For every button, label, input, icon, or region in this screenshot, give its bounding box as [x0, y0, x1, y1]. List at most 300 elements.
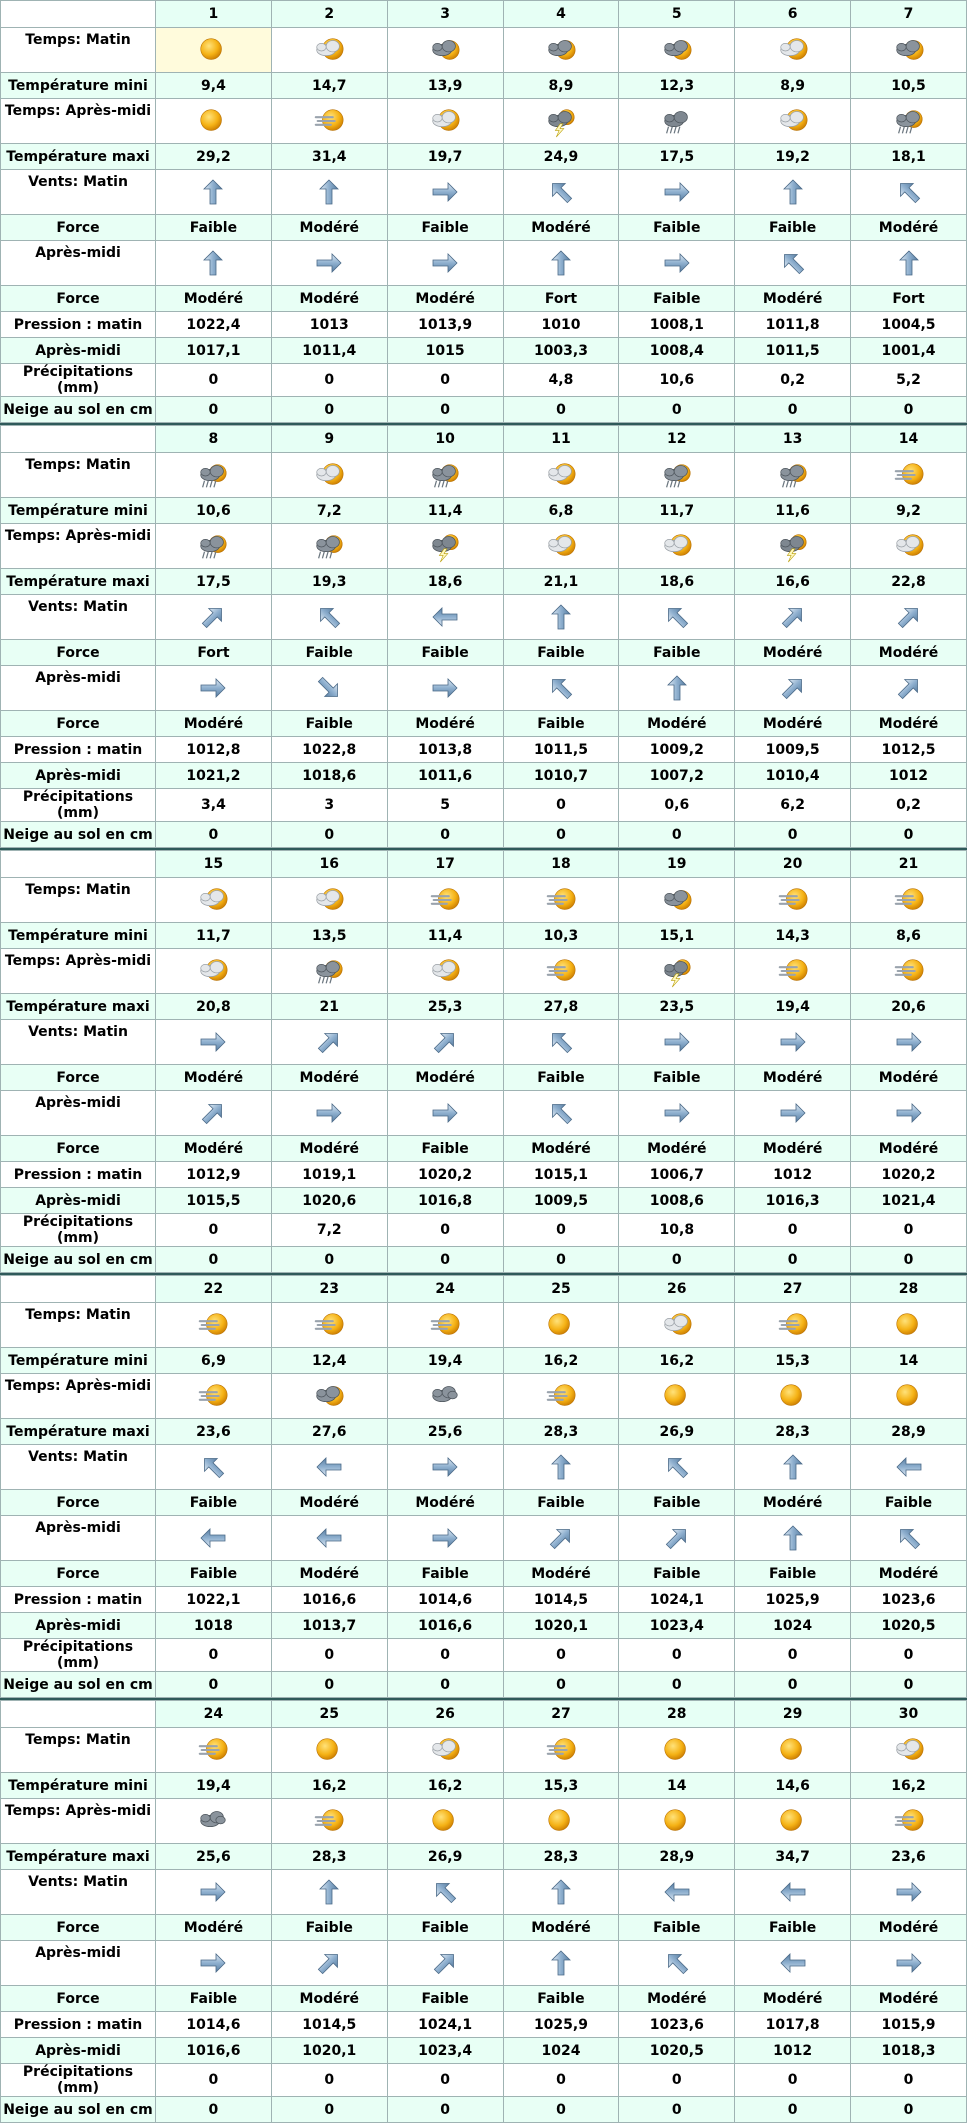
wind-sw-arrow-icon: [387, 1020, 503, 1065]
snow-value: 0: [156, 1247, 272, 1273]
force-value: Faible: [271, 1915, 387, 1941]
day-number: 26: [387, 1701, 503, 1728]
force-value: Faible: [387, 1136, 503, 1162]
wind-w-arrow-icon: [851, 1020, 967, 1065]
snow-value: 0: [503, 1247, 619, 1273]
pressure-value: 1012: [735, 2038, 851, 2064]
sky-dark-cloud-sun-icon: [851, 28, 967, 73]
wind-s-arrow-icon: [503, 241, 619, 286]
snow-row: [1, 2097, 967, 2123]
wind-e-arrow-icon: [156, 1516, 272, 1561]
force-value: Modéré: [271, 1065, 387, 1091]
snow-value: 0: [271, 397, 387, 423]
wind-morning-row: [1, 1870, 967, 1915]
precipitation-value: 0: [271, 364, 387, 397]
wind-se-arrow-icon: [387, 1870, 503, 1915]
label-force-matin: Force: [1, 1490, 156, 1516]
sky-dark-cloud-icon: [387, 1374, 503, 1419]
sky-sun-icon: [503, 1303, 619, 1348]
label-neige: Neige au sol en cm: [1, 397, 156, 423]
label-neige: Neige au sol en cm: [1, 822, 156, 848]
sky-cloud-sun-icon: [851, 1728, 967, 1773]
wind-morning-row: [1, 595, 967, 640]
precipitation-value: 0: [851, 1639, 967, 1672]
temp-max-value: 23,5: [619, 994, 735, 1020]
pressure-value: 1023,6: [851, 1587, 967, 1613]
precipitation-value: 0: [503, 2064, 619, 2097]
pressure-value: 1008,6: [619, 1188, 735, 1214]
pressure-value: 1020,1: [271, 2038, 387, 2064]
pressure-value: 1014,6: [156, 2012, 272, 2038]
wind-e-arrow-icon: [735, 1870, 851, 1915]
pressure-value: 1015,9: [851, 2012, 967, 2038]
pressure-afternoon-row: [1, 338, 967, 364]
sky-cloud-sun-icon: [387, 949, 503, 994]
sky-haze-sun-icon: [271, 1799, 387, 1844]
precipitation-value: 0: [619, 2064, 735, 2097]
sky-sun-icon: [503, 1799, 619, 1844]
snow-value: 0: [735, 2097, 851, 2123]
snow-value: 0: [271, 822, 387, 848]
force-value: Faible: [735, 1561, 851, 1587]
pressure-value: 1016,6: [271, 1587, 387, 1613]
precipitation-row: [1, 1639, 967, 1672]
corner-cell: [1, 426, 156, 453]
temp-min-value: 14,7: [271, 73, 387, 99]
snow-value: 0: [387, 2097, 503, 2123]
force-value: Modéré: [735, 1490, 851, 1516]
wind-e-arrow-icon: [619, 1870, 735, 1915]
pressure-value: 1012,8: [156, 737, 272, 763]
temp-max-value: 25,6: [156, 1844, 272, 1870]
force-value: Faible: [387, 1561, 503, 1587]
label-temperature-mini: Température mini: [1, 73, 156, 99]
label-vents-matin: Vents: Matin: [1, 1870, 156, 1915]
pressure-value: 1011,5: [735, 338, 851, 364]
label-pression-apres-midi: Après-midi: [1, 338, 156, 364]
wind-se-arrow-icon: [851, 170, 967, 215]
sky-sun-icon: [156, 99, 272, 144]
wind-sw-arrow-icon: [735, 595, 851, 640]
wind-s-arrow-icon: [156, 241, 272, 286]
wind-w-arrow-icon: [735, 1091, 851, 1136]
label-force-matin: Force: [1, 640, 156, 666]
force-value: Modéré: [851, 1986, 967, 2012]
label-force-apres-midi: Force: [1, 1986, 156, 2012]
label-force-matin: Force: [1, 215, 156, 241]
wind-se-arrow-icon: [619, 1445, 735, 1490]
label-neige: Neige au sol en cm: [1, 1247, 156, 1273]
wind-sw-arrow-icon: [503, 1516, 619, 1561]
label-pression-apres-midi: Après-midi: [1, 763, 156, 789]
temp-min-value: 8,9: [735, 73, 851, 99]
sky-sun-icon: [271, 1728, 387, 1773]
sky-rain-sun-icon: [735, 453, 851, 498]
temp-max-value: 23,6: [851, 1844, 967, 1870]
wind-se-arrow-icon: [503, 170, 619, 215]
precipitation-value: 0: [503, 789, 619, 822]
day-header-row: [1, 1, 967, 28]
temp-min-row: [1, 498, 967, 524]
temp-min-value: 14,3: [735, 923, 851, 949]
precipitation-row: [1, 364, 967, 397]
force-value: Modéré: [156, 286, 272, 312]
label-temps-matin: Temps: Matin: [1, 28, 156, 73]
temp-min-value: 15,3: [735, 1348, 851, 1374]
label-temps-apres-midi: Temps: Après-midi: [1, 524, 156, 569]
temp-min-value: 6,9: [156, 1348, 272, 1374]
snow-value: 0: [271, 2097, 387, 2123]
day-number: 30: [851, 1701, 967, 1728]
precipitation-value: 0: [851, 1214, 967, 1247]
sky-sun-icon: [387, 1799, 503, 1844]
day-number: 25: [503, 1276, 619, 1303]
pressure-morning-row: [1, 737, 967, 763]
precipitation-value: 0: [387, 1639, 503, 1672]
label-vent-apres-midi: Après-midi: [1, 666, 156, 711]
temp-min-value: 14,6: [735, 1773, 851, 1799]
pressure-value: 1013,8: [387, 737, 503, 763]
pressure-value: 1022,1: [156, 1587, 272, 1613]
force-value: Faible: [271, 711, 387, 737]
sky-cloud-sun-icon: [503, 524, 619, 569]
pressure-value: 1020,5: [851, 1613, 967, 1639]
wind-morning-row: [1, 1020, 967, 1065]
snow-row: [1, 1672, 967, 1698]
wind-afternoon-row: [1, 1091, 967, 1136]
wind-sw-arrow-icon: [156, 1091, 272, 1136]
temp-min-row: [1, 73, 967, 99]
pressure-value: 1009,5: [503, 1188, 619, 1214]
temp-min-value: 9,2: [851, 498, 967, 524]
temp-max-value: 31,4: [271, 144, 387, 170]
force-morning-row: [1, 1915, 967, 1941]
temp-min-value: 8,6: [851, 923, 967, 949]
force-value: Modéré: [156, 1915, 272, 1941]
sky-haze-sun-icon: [735, 949, 851, 994]
wind-sw-arrow-icon: [387, 1941, 503, 1986]
wind-w-arrow-icon: [271, 241, 387, 286]
wind-s-arrow-icon: [735, 170, 851, 215]
label-temps-matin: Temps: Matin: [1, 453, 156, 498]
temp-min-value: 13,5: [271, 923, 387, 949]
sky-rain-sun-icon: [851, 99, 967, 144]
force-value: Faible: [271, 640, 387, 666]
sky-cloud-sun-icon: [503, 453, 619, 498]
force-value: Faible: [503, 1986, 619, 2012]
wind-w-arrow-icon: [156, 1870, 272, 1915]
pressure-value: 1023,4: [619, 1613, 735, 1639]
temp-max-value: 16,6: [735, 569, 851, 595]
temp-min-row: [1, 923, 967, 949]
pressure-value: 1023,6: [619, 2012, 735, 2038]
snow-value: 0: [619, 397, 735, 423]
temp-max-value: 24,9: [503, 144, 619, 170]
pressure-value: 1024,1: [387, 2012, 503, 2038]
sky-dark-cloud-sun-icon: [619, 878, 735, 923]
label-force-apres-midi: Force: [1, 1561, 156, 1587]
sky-haze-sun-icon: [851, 949, 967, 994]
label-pression-matin: Pression : matin: [1, 2012, 156, 2038]
temp-min-value: 11,4: [387, 923, 503, 949]
temp-max-value: 28,9: [851, 1419, 967, 1445]
wind-w-arrow-icon: [387, 170, 503, 215]
sky-rain-sun-icon: [271, 949, 387, 994]
label-force-apres-midi: Force: [1, 286, 156, 312]
precipitation-value: 0: [156, 1639, 272, 1672]
force-value: Fort: [851, 286, 967, 312]
label-temps-apres-midi: Temps: Après-midi: [1, 1374, 156, 1419]
pressure-value: 1016,8: [387, 1188, 503, 1214]
day-header-row: [1, 1276, 967, 1303]
force-value: Faible: [503, 711, 619, 737]
label-temperature-maxi: Température maxi: [1, 1419, 156, 1445]
temp-min-value: 19,4: [387, 1348, 503, 1374]
force-value: Faible: [851, 1490, 967, 1516]
sky-cloud-sun-icon: [271, 453, 387, 498]
force-afternoon-row: [1, 286, 967, 312]
pressure-value: 1008,4: [619, 338, 735, 364]
day-number: 13: [735, 426, 851, 453]
precipitation-value: 0: [156, 1214, 272, 1247]
force-value: Modéré: [619, 711, 735, 737]
wind-morning-row: [1, 1445, 967, 1490]
pressure-value: 1017,8: [735, 2012, 851, 2038]
force-value: Modéré: [271, 286, 387, 312]
temp-min-value: 6,8: [503, 498, 619, 524]
precipitation-row: [1, 1214, 967, 1247]
temp-min-value: 10,6: [156, 498, 272, 524]
snow-value: 0: [271, 1247, 387, 1273]
wind-se-arrow-icon: [851, 1516, 967, 1561]
pressure-morning-row: [1, 1587, 967, 1613]
wind-e-arrow-icon: [387, 595, 503, 640]
pressure-value: 1022,8: [271, 737, 387, 763]
sky-haze-sun-icon: [503, 1728, 619, 1773]
pressure-value: 1009,2: [619, 737, 735, 763]
precipitation-value: 3,4: [156, 789, 272, 822]
force-value: Modéré: [851, 215, 967, 241]
force-afternoon-row: [1, 1986, 967, 2012]
sky-dark-cloud-sun-icon: [619, 28, 735, 73]
day-number: 26: [619, 1276, 735, 1303]
wind-e-arrow-icon: [271, 1516, 387, 1561]
temp-min-value: 13,9: [387, 73, 503, 99]
sky-dark-cloud-icon: [156, 1799, 272, 1844]
label-precipitations: Précipitations (mm): [1, 789, 156, 822]
sky-morning-row: [1, 878, 967, 923]
pressure-value: 1007,2: [619, 763, 735, 789]
label-pression-apres-midi: Après-midi: [1, 2038, 156, 2064]
wind-s-arrow-icon: [735, 1516, 851, 1561]
temp-max-value: 20,8: [156, 994, 272, 1020]
precipitation-value: 6,2: [735, 789, 851, 822]
force-value: Faible: [503, 640, 619, 666]
force-value: Modéré: [156, 1065, 272, 1091]
temp-min-value: 11,6: [735, 498, 851, 524]
temp-max-value: 18,6: [619, 569, 735, 595]
wind-s-arrow-icon: [503, 1941, 619, 1986]
temp-min-value: 16,2: [387, 1773, 503, 1799]
wind-w-arrow-icon: [387, 241, 503, 286]
pressure-value: 1025,9: [735, 1587, 851, 1613]
snow-value: 0: [851, 822, 967, 848]
snow-value: 0: [735, 822, 851, 848]
sky-sun-icon: [619, 1799, 735, 1844]
precipitation-value: 0,6: [619, 789, 735, 822]
sky-cloud-sun-icon: [156, 949, 272, 994]
precipitation-value: 4,8: [503, 364, 619, 397]
force-value: Modéré: [156, 1136, 272, 1162]
label-temperature-mini: Température mini: [1, 1348, 156, 1374]
force-value: Fort: [503, 286, 619, 312]
pressure-value: 1009,5: [735, 737, 851, 763]
pressure-value: 1011,5: [503, 737, 619, 763]
wind-sw-arrow-icon: [271, 1941, 387, 1986]
precipitation-value: 5: [387, 789, 503, 822]
temp-min-value: 9,4: [156, 73, 272, 99]
label-vent-apres-midi: Après-midi: [1, 1941, 156, 1986]
force-morning-row: [1, 1490, 967, 1516]
force-value: Modéré: [735, 640, 851, 666]
wind-nw-arrow-icon: [271, 666, 387, 711]
sky-morning-row: [1, 28, 967, 73]
force-afternoon-row: [1, 711, 967, 737]
temp-min-value: 11,7: [156, 923, 272, 949]
label-pression-apres-midi: Après-midi: [1, 1188, 156, 1214]
force-value: Faible: [156, 1561, 272, 1587]
wind-s-arrow-icon: [503, 595, 619, 640]
snow-value: 0: [735, 397, 851, 423]
sky-sun-icon: [156, 28, 272, 73]
sky-haze-sun-icon: [156, 1728, 272, 1773]
precipitation-value: 0: [503, 1639, 619, 1672]
day-number: 21: [851, 851, 967, 878]
force-value: Modéré: [271, 1986, 387, 2012]
force-value: Modéré: [271, 1136, 387, 1162]
snow-value: 0: [156, 2097, 272, 2123]
snow-value: 0: [619, 1672, 735, 1698]
precipitation-value: 0: [735, 1639, 851, 1672]
force-morning-row: [1, 215, 967, 241]
force-value: Fort: [156, 640, 272, 666]
wind-sw-arrow-icon: [156, 595, 272, 640]
force-value: Modéré: [735, 286, 851, 312]
snow-row: [1, 822, 967, 848]
sky-cloud-sun-icon: [619, 1303, 735, 1348]
day-number: 6: [735, 1, 851, 28]
wind-sw-arrow-icon: [271, 1020, 387, 1065]
pressure-value: 1013,7: [271, 1613, 387, 1639]
wind-sw-arrow-icon: [735, 666, 851, 711]
sky-sun-icon: [735, 1799, 851, 1844]
wind-w-arrow-icon: [851, 1091, 967, 1136]
force-value: Faible: [156, 1986, 272, 2012]
day-number: 27: [735, 1276, 851, 1303]
force-value: Modéré: [735, 1065, 851, 1091]
label-temperature-mini: Température mini: [1, 498, 156, 524]
pressure-value: 1013: [271, 312, 387, 338]
pressure-value: 1012,5: [851, 737, 967, 763]
precipitation-value: 0: [735, 1214, 851, 1247]
temp-max-row: [1, 1419, 967, 1445]
corner-cell: [1, 1701, 156, 1728]
pressure-value: 1011,8: [735, 312, 851, 338]
wind-s-arrow-icon: [271, 1870, 387, 1915]
sky-storm-icon: [387, 524, 503, 569]
temp-max-value: 28,3: [503, 1844, 619, 1870]
sky-sun-icon: [851, 1303, 967, 1348]
corner-cell: [1, 1276, 156, 1303]
sky-afternoon-row: [1, 949, 967, 994]
pressure-value: 1003,3: [503, 338, 619, 364]
temp-min-row: [1, 1348, 967, 1374]
day-number: 22: [156, 1276, 272, 1303]
force-afternoon-row: [1, 1561, 967, 1587]
label-temperature-maxi: Température maxi: [1, 994, 156, 1020]
label-pression-apres-midi: Après-midi: [1, 1613, 156, 1639]
temp-max-row: [1, 1844, 967, 1870]
pressure-value: 1014,5: [503, 1587, 619, 1613]
week-table: [0, 0, 967, 423]
sky-rain-sun-icon: [156, 524, 272, 569]
precipitation-value: 0,2: [851, 789, 967, 822]
label-neige: Neige au sol en cm: [1, 1672, 156, 1698]
pressure-value: 1024: [503, 2038, 619, 2064]
temp-min-value: 11,4: [387, 498, 503, 524]
temp-min-value: 12,3: [619, 73, 735, 99]
temp-max-value: 18,6: [387, 569, 503, 595]
temp-min-value: 16,2: [619, 1348, 735, 1374]
day-number: 24: [387, 1276, 503, 1303]
force-morning-row: [1, 640, 967, 666]
day-number: 14: [851, 426, 967, 453]
day-number: 18: [503, 851, 619, 878]
precipitation-value: 0: [271, 2064, 387, 2097]
wind-w-arrow-icon: [619, 241, 735, 286]
day-number: 17: [387, 851, 503, 878]
force-morning-row: [1, 1065, 967, 1091]
snow-value: 0: [503, 1672, 619, 1698]
snow-value: 0: [851, 2097, 967, 2123]
day-number: 24: [156, 1701, 272, 1728]
snow-value: 0: [619, 822, 735, 848]
sky-cloud-sun-icon: [735, 99, 851, 144]
temp-max-value: 27,8: [503, 994, 619, 1020]
sky-cloud-sun-icon: [387, 99, 503, 144]
pressure-value: 1020,6: [271, 1188, 387, 1214]
label-pression-matin: Pression : matin: [1, 312, 156, 338]
temp-min-value: 19,4: [156, 1773, 272, 1799]
pressure-morning-row: [1, 2012, 967, 2038]
pressure-morning-row: [1, 312, 967, 338]
wind-s-arrow-icon: [735, 1445, 851, 1490]
sky-haze-sun-icon: [735, 1303, 851, 1348]
force-value: Faible: [503, 1065, 619, 1091]
force-value: Faible: [619, 286, 735, 312]
day-number: 5: [619, 1, 735, 28]
sky-afternoon-row: [1, 1374, 967, 1419]
force-value: Faible: [619, 1065, 735, 1091]
day-number: 28: [619, 1701, 735, 1728]
temp-min-value: 7,2: [271, 498, 387, 524]
force-value: Modéré: [735, 1136, 851, 1162]
precipitation-row: [1, 2064, 967, 2097]
pressure-value: 1010,4: [735, 763, 851, 789]
sky-cloud-sun-icon: [271, 878, 387, 923]
pressure-value: 1016,3: [735, 1188, 851, 1214]
label-neige: Neige au sol en cm: [1, 2097, 156, 2123]
